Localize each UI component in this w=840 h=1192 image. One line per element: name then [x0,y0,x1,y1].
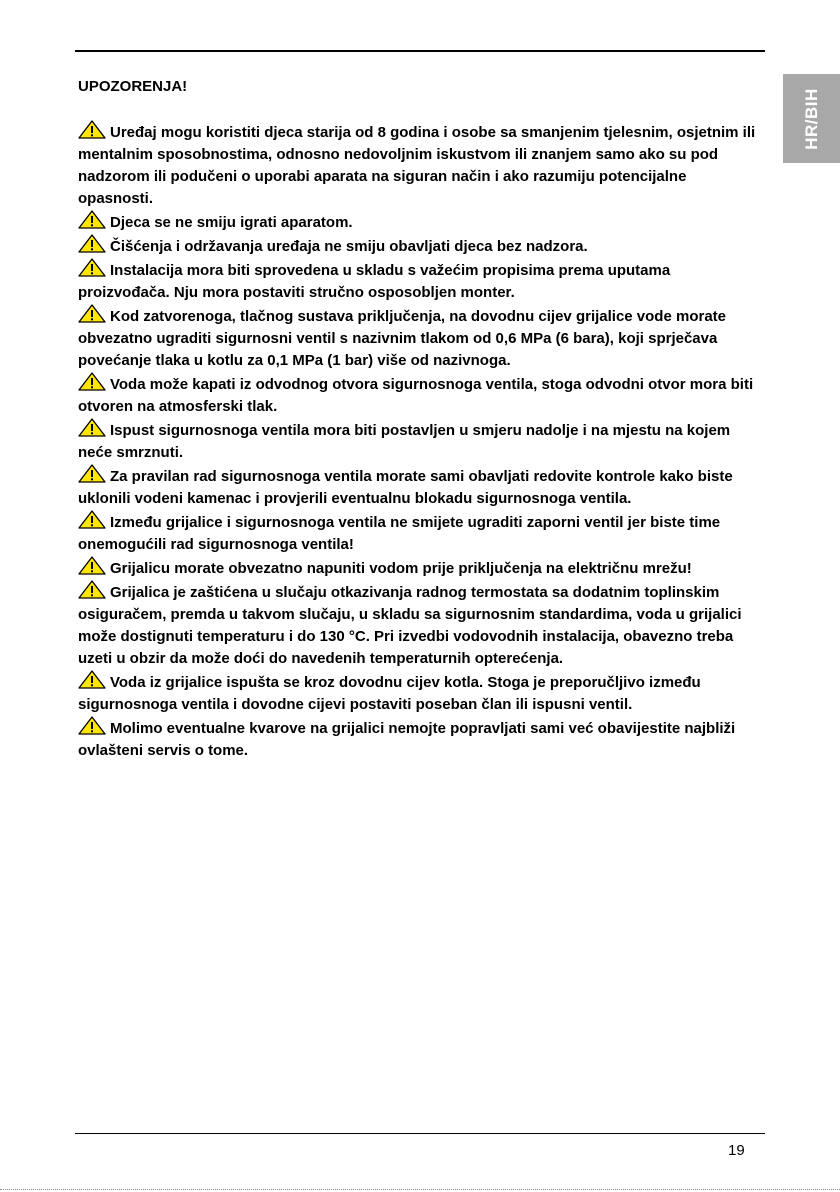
warnings-section [78,76,762,762]
warning-text: Čišćenja i održavanja uređaja ne smiju obavljati djeca bez nadzora. [110,238,588,255]
warning-triangle-icon [78,418,106,437]
section-heading: UPOZORENJA! [78,78,188,95]
warning-triangle-icon [78,510,106,529]
warning-item [78,372,762,418]
warning-text: Kod zatvorenoga, tlačnog sustava priključenja, na dovodnu cijev grijalice vode morate obvezatno ugraditi sigurnosni ventil s nazivnim tlakom od 0,6 MPa (6 bara), koji sprječava povećanje tlaka u kotlu za 0,1 MPa (1 bar) više od nazivnoga. [78,308,726,369]
header-rule [75,50,765,52]
warning-triangle-icon [78,372,106,391]
warning-triangle-icon [78,258,106,277]
warning-triangle-icon [78,234,106,253]
warning-triangle-icon [78,210,106,229]
warning-item [78,464,762,510]
warning-text: Voda može kapati iz odvodnog otvora sigurnosnoga ventila, stoga odvodni otvor mora biti otvoren na atmosferski tlak. [78,376,754,415]
page-edge-divider [0,1189,840,1190]
warning-text: Uređaj mogu koristiti djeca starija od 8 godina i osobe sa smanjenim tjelesnim, osjetnim ili mentalnim sposobnostima, odnosno nedovoljnim iskustvom ili znanjem samo ako su pod nadzorom ili podučeni o uporabi aparata na siguran način i ako razumiju potencijalne opasnosti. [78,124,756,207]
warning-text: Ispust sigurnosnoga ventila mora biti postavljen u smjeru nadolje i na mjestu na kojem neće smrznuti. [78,422,731,461]
warning-item [78,258,762,304]
warning-item [78,234,762,258]
warning-item [78,418,762,464]
warning-text: Djeca se ne smiju igrati aparatom. [110,214,353,231]
warning-triangle-icon [78,670,106,689]
language-tab-label: HR/BIH [801,87,821,150]
warnings-list [78,120,762,762]
warning-item [78,580,762,670]
warning-item [78,670,762,716]
warning-triangle-icon [78,120,106,139]
warning-item [78,120,762,210]
warning-triangle-icon [78,716,106,735]
warning-triangle-icon [78,304,106,323]
warning-text: Grijalica je zaštićena u slučaju otkazivanja radnog termostata sa dodatnim toplinskim osiguračem, premda u takvom slučaju, u skladu sa sigurnosnim standardima, voda u grijalici može dostignuti temperaturu i do 130 °C. Pri izvedbi vodovodnih instalacija, obavezno treba uzeti u obzir da može doći do navedenih temperaturnih opterećenja. [78,584,742,667]
warning-text: Voda iz grijalice ispušta se kroz dovodnu cijev kotla. Stoga je preporučljivo između sigurnosnoga ventila i dovodne cijevi postaviti poseban član ili ispusni ventil. [78,674,701,713]
warning-text: Instalacija mora biti sprovedena u skladu s važećim propisima prema uputama proizvođača. Nju mora postaviti stručno osposobljen monter. [78,262,671,301]
warning-item [78,510,762,556]
warning-text: Molimo eventualne kvarove na grijalici nemojte popravljati sami već obavijestite najbliži ovlašteni servis o tome. [78,720,736,759]
footer-rule [75,1133,765,1134]
warning-triangle-icon [78,464,106,483]
page-number: 19 [728,1142,745,1159]
warning-text: Za pravilan rad sigurnosnoga ventila morate sami obavljati redovite kontrole kako biste uklonili vodeni kamenac i provjerili eventualnu blokadu sigurnosnoga ventila. [78,468,733,507]
warning-item [78,304,762,372]
warning-item [78,210,762,234]
warning-item [78,716,762,762]
warning-text: Između grijalice i sigurnosnoga ventila ne smijete ugraditi zaporni ventil jer biste time onemogućili rad sigurnosnoga ventila! [78,514,721,553]
warning-item [78,556,762,580]
warning-text: Grijalicu morate obvezatno napuniti vodom prije priključenja na električnu mrežu! [110,560,692,577]
warning-triangle-icon [78,556,106,575]
warning-triangle-icon [78,580,106,599]
language-tab [783,74,840,163]
